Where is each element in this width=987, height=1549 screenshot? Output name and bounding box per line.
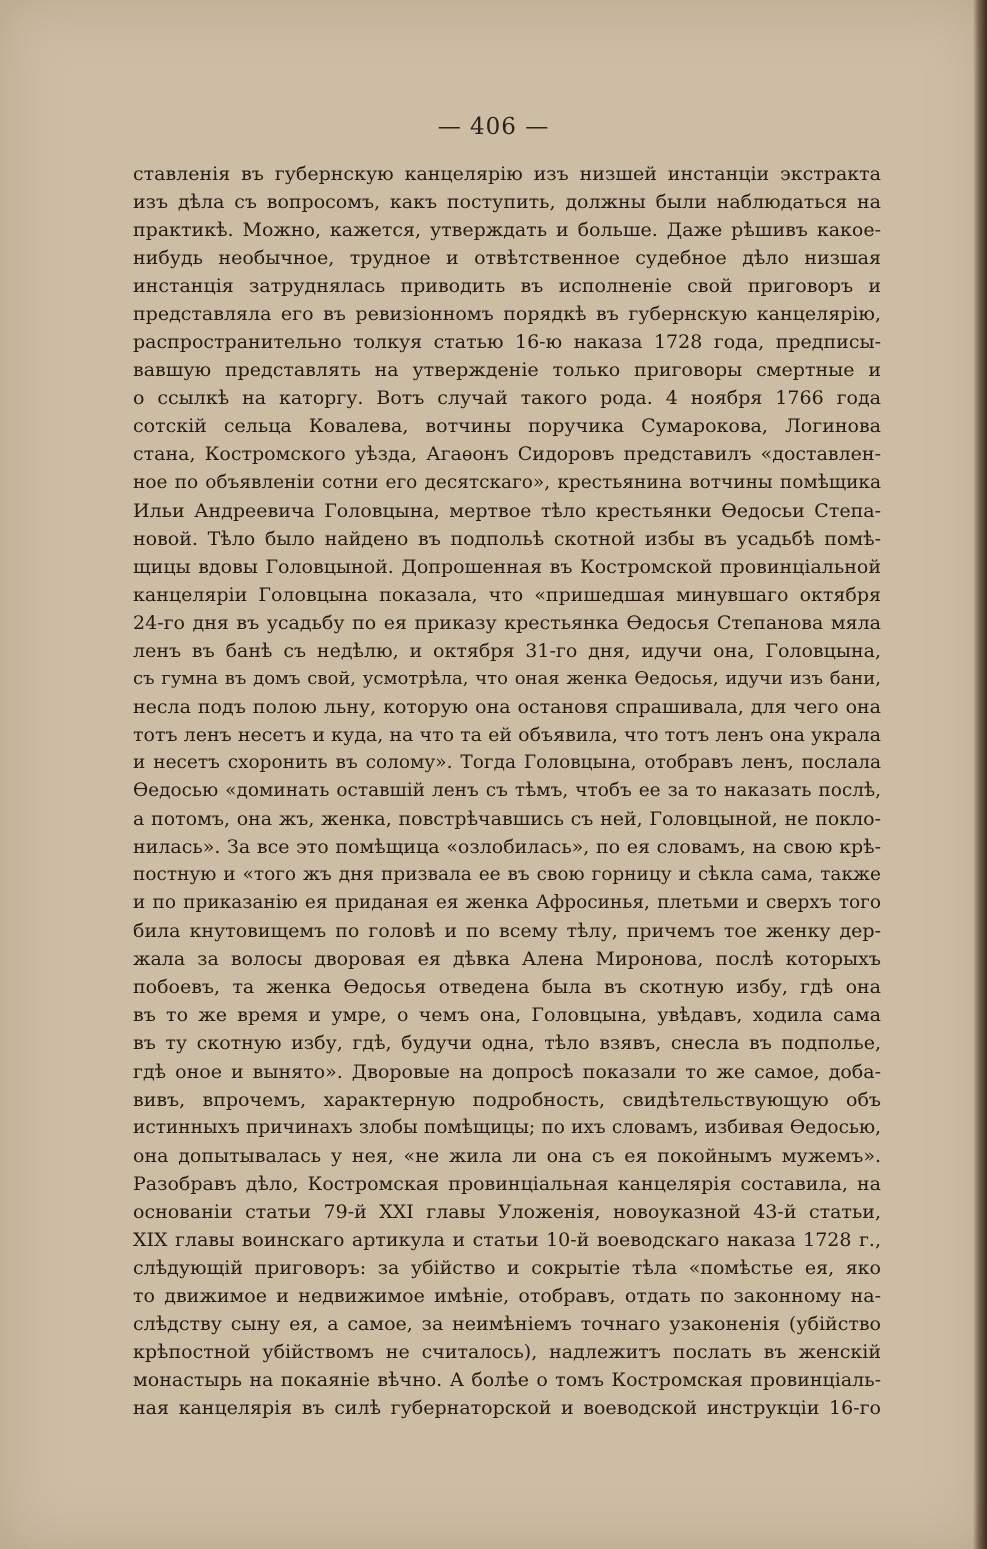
text-line: и несетъ схоронить въ солому». Тогда Головцына, отобравъ ленъ, послала: [133, 751, 881, 773]
text-line: о ссылкѣ на каторгу. Вотъ случай такого рода. 4 ноября 1766 года: [133, 387, 881, 410]
text-line: нибудь необычное, трудное и отвѣтственное судебное дѣло низшая: [133, 247, 881, 270]
text-line: Ѳедосью «доминать оставшій ленъ съ тѣмъ, чтобъ ее за то наказать послѣ,: [133, 780, 881, 802]
text-line: ленъ въ банѣ съ недѣлю, и октября 31-го дня, идучи она, Головцына,: [133, 639, 881, 662]
text-line: Ильи Андреевича Головцына, мертвое тѣло крестьянки Ѳедосьи Степа-: [133, 499, 881, 522]
text-line: тотъ ленъ несетъ и куда, на что та ей объявила, что тотъ ленъ она украла: [133, 723, 881, 746]
text-line: она допытывалась у нея, «не жила ли она съ ея покойнымъ мужемъ».: [133, 1144, 881, 1167]
text-line: монастырь на покаяніе вѣчно. А болѣе о томъ Костромская провинціаль-: [133, 1369, 881, 1392]
text-line: Разобравъ дѣло, Костромская провинціальная канцелярія составила, на: [133, 1172, 881, 1195]
page-number: — 406 —: [437, 114, 550, 140]
text-line: била кнутовищемъ по головѣ и по всему тѣлу, причемъ тое женку дер-: [133, 920, 881, 943]
text-line: изъ дѣла съ вопросомъ, какъ поступить, должны были наблюдаться на: [133, 191, 881, 214]
text-line: съ гумна въ домъ свой, усмотрѣла, что оная женка Ѳедосья, идучи изъ бани,: [133, 667, 881, 689]
text-line: новой. Тѣло было найдено въ подпольѣ скотной избы въ усадьбѣ помѣ-: [133, 527, 881, 550]
text-line: инстанція затруднялась приводить въ исполненіе свой приговоръ и: [133, 275, 881, 298]
text-line: въ то же время и умре, о чемъ она, Головцына, увѣдавъ, ходила сама: [133, 1004, 881, 1027]
text-line: несла подъ полою льну, которую она остановя спрашивала, для чего она: [133, 695, 881, 718]
text-line: то движимое и недвижимое имѣніе, отобравъ, отдать по законному на-: [133, 1284, 881, 1307]
text-line: слѣдующій приговоръ: за убійство и сокрытіе тѣла «помѣстье ея, яко: [133, 1256, 881, 1279]
text-line: основаніи статьи 79-й XXI главы Уложенія, новоуказной 43-й статьи,: [133, 1200, 881, 1223]
text-line: вавшую представлять на утвержденіе только приговоры смертные и: [133, 359, 881, 382]
text-line: побоевъ, та женка Ѳедосья отведена была въ скотную избу, гдѣ она: [133, 976, 881, 999]
text-line: сотскій сельца Ковалева, вотчины поручика Сумарокова, Логинова: [133, 415, 881, 438]
text-line: постную и «того жъ дня призвала ее въ свою горницу и сѣкла сама, также: [133, 864, 881, 886]
text-line: жала за волосы дворовая ея дѣвка Алена Миронова, послѣ которыхъ: [133, 948, 881, 971]
text-line: щицы вдовы Головцыной. Допрошенная въ Костромской провинціальной: [133, 555, 881, 578]
text-line: канцеляріи Головцына показала, что «пришедшая минувшаго октября: [133, 583, 881, 606]
text-line: представляла его въ ревизіонномъ порядкѣ въ губернскую канцелярію,: [133, 303, 881, 326]
body-text: [133, 160, 881, 1422]
text-line: 24-го дня въ усадьбу по ея приказу крестьянка Ѳедосья Степанова мяла: [133, 611, 881, 634]
text-line: а потомъ, она жъ, женка, повстрѣчавшись съ ней, Головцыной, не покло-: [133, 808, 881, 831]
text-line: крѣпостной убійствомъ не считалось), надлежитъ послать въ женскій: [133, 1340, 881, 1363]
page-binding-edge: [973, 0, 987, 1549]
text-line: въ ту скотную избу, гдѣ, будучи одна, тѣло взявъ, снесла въ подполье,: [133, 1032, 881, 1055]
text-line: слѣдству сыну ея, а самое, за неимѣніемъ точнаго узаконенія (убійство: [133, 1312, 881, 1335]
text-line: и по приказанію ея приданая ея женка Афросинья, плетьми и сверхъ того: [133, 892, 881, 914]
text-line: распространительно толкуя статью 16-ю наказа 1728 года, предписы-: [133, 331, 881, 354]
text-line: стана, Костромского уѣзда, Агаѳонъ Сидоровъ представилъ «доставлен-: [133, 443, 881, 466]
text-line: истинныхъ причинахъ злобы помѣщицы; по ихъ словамъ, избивая Ѳедосью,: [133, 1116, 881, 1138]
text-line: ная канцелярія въ силѣ губернаторской и воеводской инструкціи 16-го: [133, 1397, 881, 1420]
text-line: XIX главы воинскаго артикула и статьи 10-й воеводскаго наказа 1728 г.,: [133, 1228, 881, 1251]
text-line: нилась». За все это помѣщица «озлобилась», по ея словамъ, на свою крѣ-: [133, 836, 881, 859]
text-line: практикѣ. Можно, кажется, утверждать и больше. Даже рѣшивъ какое-: [133, 219, 881, 242]
text-line: ное по объявленіи сотни его десятскаго», крестьянина вотчины помѣщика: [133, 471, 881, 493]
text-line: гдѣ оное и вынято». Дворовые на допросѣ показали то же самое, доба-: [133, 1060, 881, 1083]
text-line: ставленія въ губернскую канцелярію изъ низшей инстанціи экстракта: [133, 163, 881, 185]
text-line: вивъ, впрочемъ, характерную подробность, свидѣтельствующую объ: [133, 1088, 881, 1111]
